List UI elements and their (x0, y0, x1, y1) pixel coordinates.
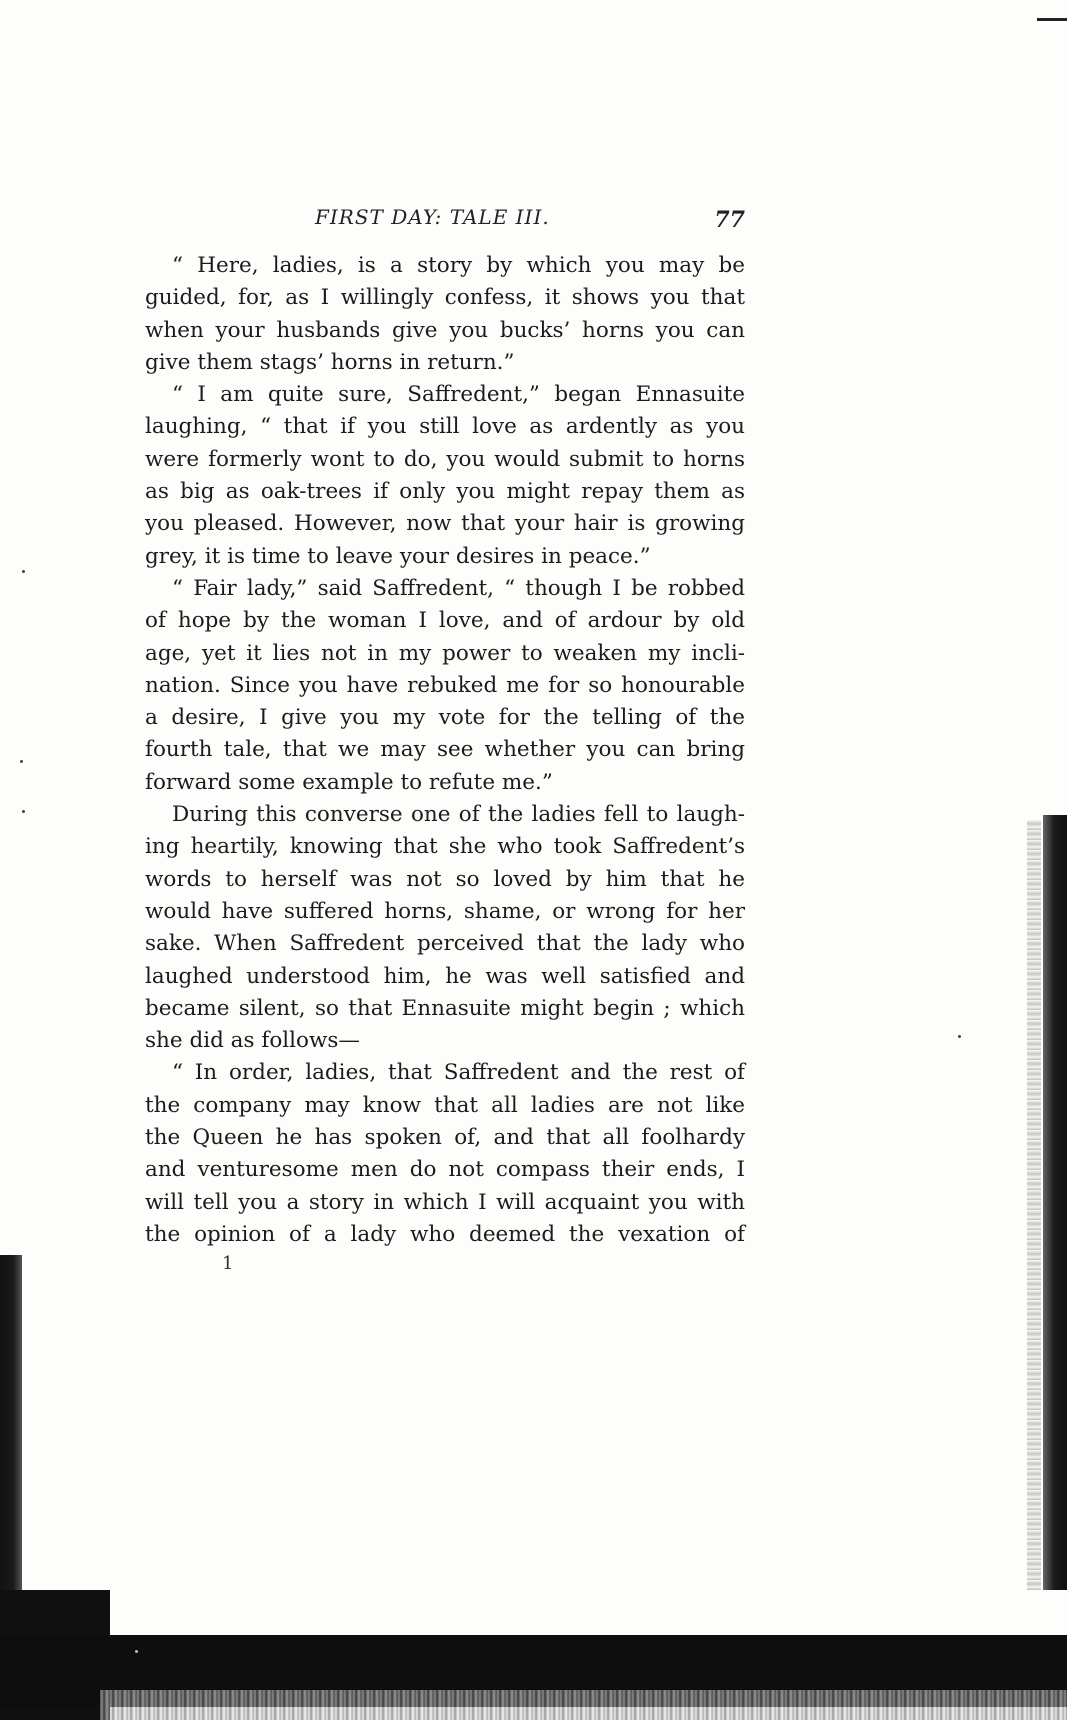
text-line: were formerly wont to do, you would submit to horns (145, 446, 745, 472)
text-line: fourth tale, that we may see whether you can bring (145, 737, 745, 763)
text-line: give them stags’ horns in return.” (145, 349, 515, 375)
text-line: of hope by the woman I love, and of ardour by old (145, 608, 745, 634)
text-line: will tell you a story in which I will acquaint you with (145, 1189, 745, 1215)
text-line: “ In order, ladies, that Saffredent and the rest of (172, 1060, 745, 1086)
text-line: age, yet it lies not in my power to weaken my incli- (145, 640, 745, 666)
page-number: 77 (714, 207, 745, 233)
scan-speck (22, 570, 25, 573)
text-line: laughed understood him, he was well satisfied and (145, 963, 745, 989)
text-line: the Queen he has spoken of, and that all foolhardy (145, 1125, 745, 1151)
scan-speck (20, 760, 23, 763)
text-line: laughing, “ that if you still love as ardently as you (145, 414, 745, 440)
text-line: and venturesome men do not compass their ends, I (145, 1157, 745, 1183)
text-line: forward some example to refute me.” (145, 769, 553, 795)
text-line: would have suffered horns, shame, or wrong for her (145, 898, 745, 924)
text-line: ing heartily, knowing that she who took Saffredent’s (145, 834, 745, 860)
text-line: when your husbands give you bucks’ horns you can (145, 317, 745, 343)
text-line: During this converse one of the ladies fell to laugh- (172, 802, 745, 828)
text-line: words to herself was not so loved by him that he (145, 866, 745, 892)
text-line: “ I am quite sure, Saffredent,” began Ennasuite (172, 382, 745, 408)
text-line: nation. Since you have rebuked me for so honourable (145, 672, 745, 698)
scan-shadow-left (0, 1255, 22, 1590)
running-title: FIRST DAY: TALE III. (315, 205, 550, 229)
scan-noise-bottom (100, 1690, 1067, 1720)
text-line: the company may know that all ladies are not like (145, 1092, 745, 1118)
body-text (145, 250, 745, 1251)
scan-speck (22, 810, 25, 813)
signature-mark: 1 (222, 1253, 234, 1274)
text-line: a desire, I give you my vote for the telling of the (145, 705, 745, 731)
scan-shadow-right (1043, 815, 1067, 1590)
text-line: grey, it is time to leave your desires in peace.” (145, 543, 651, 569)
text-line: guided, for, as I willingly confess, it shows you that (145, 285, 745, 311)
scan-page-edge-right (1027, 820, 1041, 1590)
text-line: “ Fair lady,” said Saffredent, “ though I be robbed (172, 575, 745, 601)
text-line: “ Here, ladies, is a story by which you may be (172, 253, 745, 278)
text-line: became silent, so that Ennasuite might begin ; which (145, 995, 745, 1021)
scan-edge-mark (1037, 18, 1067, 21)
text-line: you pleased. However, now that your hair is growing (145, 511, 745, 537)
scan-speck (135, 1650, 138, 1653)
scan-speck (958, 1035, 961, 1038)
text-line: she did as follows— (145, 1028, 360, 1054)
text-line: the opinion of a lady who deemed the vexation of (145, 1221, 745, 1247)
text-line: as big as oak-trees if only you might repay them as (145, 479, 745, 505)
running-header (145, 205, 745, 239)
text-line: sake. When Saffredent perceived that the lady who (145, 931, 745, 957)
